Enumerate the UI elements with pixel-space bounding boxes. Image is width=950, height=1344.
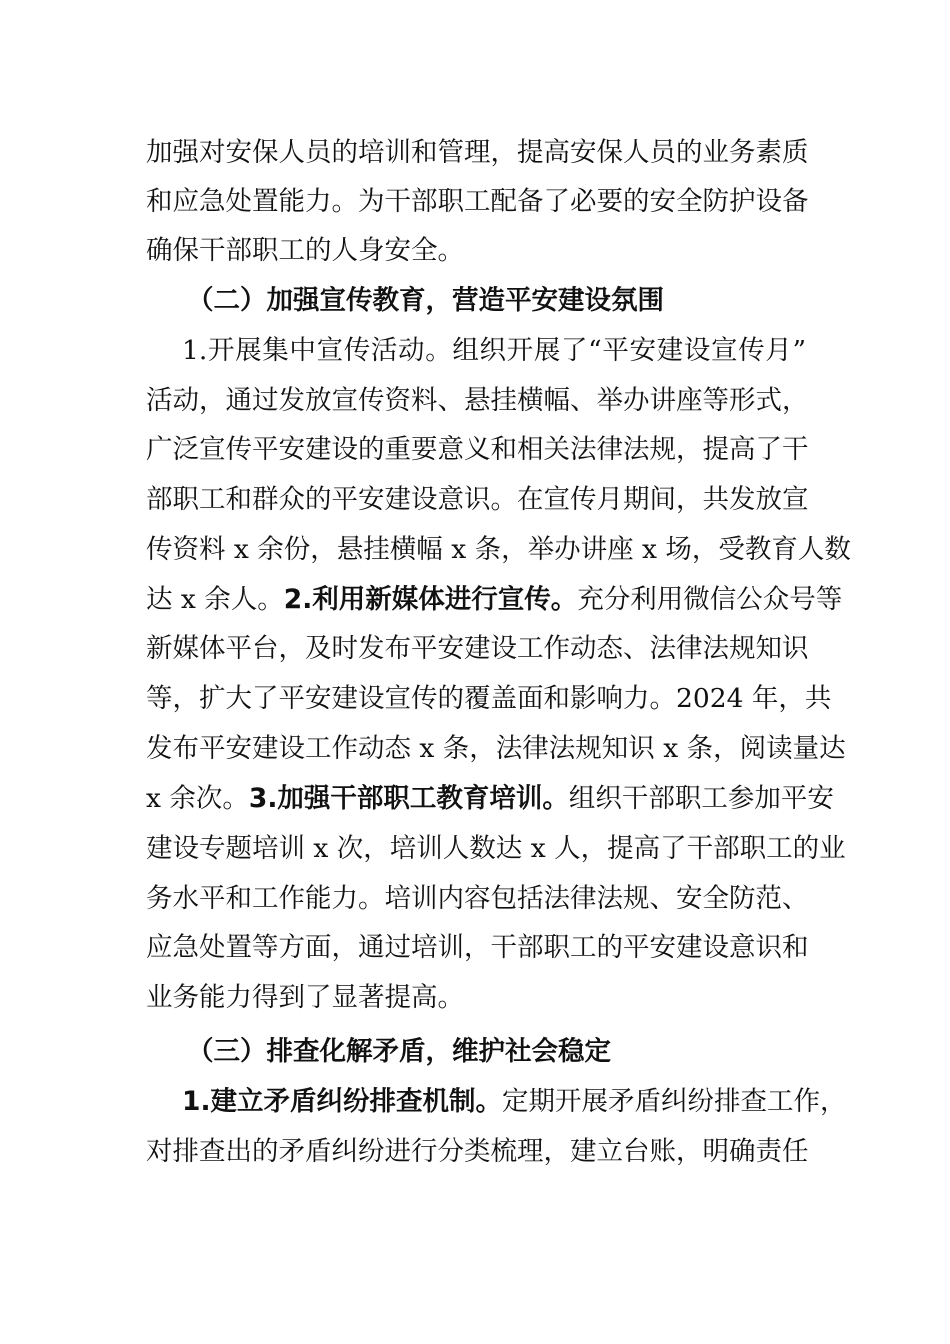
body-line-8: 传资料 x 余份，悬挂横幅 x 条，举办讲座 x 场，受教育人数 (146, 534, 851, 565)
body-line-11: 等，扩大了平安建设宣传的覆盖面和影响力。2024 年，共 (146, 683, 832, 714)
body-line-18 (182, 1077, 847, 1127)
body-line-7: 部职工和群众的平安建设意识。在宣传月期间，共发放宣 (146, 484, 809, 515)
body-line-4: 1.开展集中宣传活动。组织开展了“平安建设宣传月” (182, 335, 806, 366)
body-line-12: 发布平安建设工作动态 x 条，法律法规知识 x 条，阅读量达 (146, 733, 846, 764)
body-line-13 (146, 774, 834, 824)
body-line-19: 对排查出的矛盾纠纷进行分类梳理，建立台账，明确责任 (146, 1136, 809, 1167)
body-line-14: 建设专题培训 x 次，培训人数达 x 人，提高了干部职工的业 (146, 833, 846, 864)
inline-bold-subheading: 1.建立矛盾纠纷排查机制。 (182, 1086, 503, 1117)
body-line-15: 务水平和工作能力。培训内容包括法律法规、安全防范、 (146, 883, 809, 914)
inline-text: x 余次。 (146, 783, 249, 814)
body-line-2: 和应急处置能力。为干部职工配备了必要的安全防护设备 (146, 186, 809, 217)
section-heading-3: （三）排查化解矛盾，维护社会稳定 (187, 1036, 611, 1067)
body-line-16: 应急处置等方面，通过培训，干部职工的平安建设意识和 (146, 932, 809, 963)
body-line-6: 广泛宣传平安建设的重要意义和相关法律法规，提高了干 (146, 434, 809, 465)
inline-text: 组织干部职工参加平安 (568, 783, 834, 814)
body-line-10: 新媒体平台，及时发布平安建设工作动态、法律法规知识 (146, 633, 809, 664)
body-line-17: 业务能力得到了显著提高。 (146, 982, 464, 1013)
body-line-5: 活动，通过发放宣传资料、悬挂横幅、举办讲座等形式， (146, 385, 809, 416)
section-heading-2: （二）加强宣传教育，营造平安建设氛围 (187, 285, 664, 316)
body-line-9 (146, 575, 843, 625)
inline-text: 充分利用微信公众号等 (577, 584, 843, 615)
inline-bold-subheading: 3.加强干部职工教育培训。 (248, 783, 569, 814)
inline-text: 定期开展矛盾纠纷排查工作， (502, 1086, 847, 1117)
body-line-1: 加强对安保人员的培训和管理，提高安保人员的业务素质 (146, 137, 809, 168)
body-line-3: 确保干部职工的人身安全。 (146, 235, 464, 266)
inline-bold-subheading: 2.利用新媒体进行宣传。 (283, 584, 578, 615)
inline-text: 达 x 余人。 (146, 584, 284, 615)
